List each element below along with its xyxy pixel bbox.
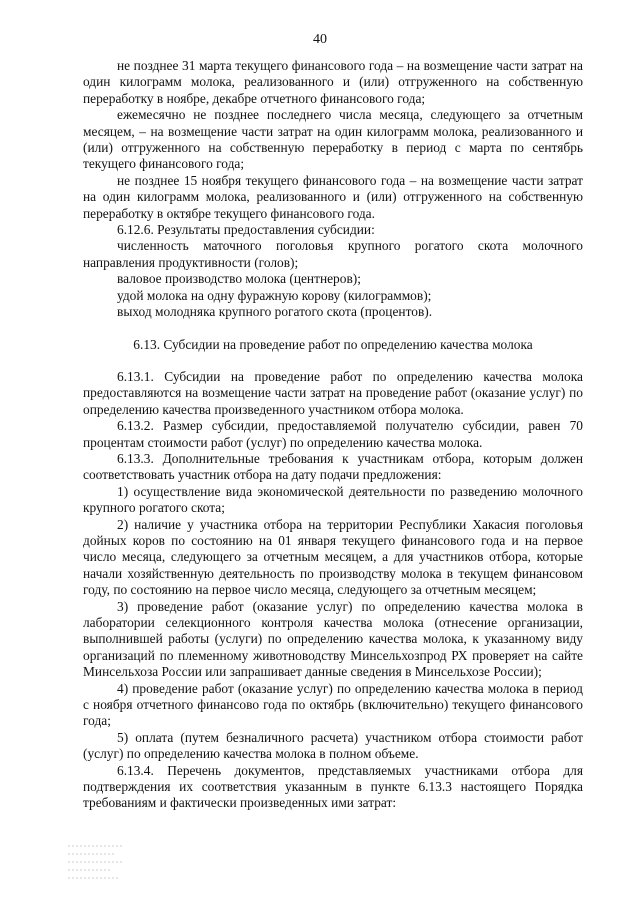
paragraph: 6.13.1. Субсидии на проведение работ по определению качества молока предоставляются на возмещение части затрат на проведение работ (оказание услуг) по определению качества произведенного участником отбора молока. xyxy=(83,368,583,417)
paragraph: 2) наличие у участника отбора на территории Республики Хакасия поголовья дойных коров по состоянию на 01 января текущего финансового года и на первое число месяца, следующего за отчетным месяцем, а для участников отбора, которые начали хозяйственную деятельность по производству молока в текущем финансовом году, по состоянию на первое число месяца, следующего за отчетным месяцем; xyxy=(83,516,583,598)
page-number: 40 xyxy=(313,32,327,47)
paragraph: 6.12.6. Результаты предоставления субсидии: xyxy=(117,222,375,238)
document-body xyxy=(83,58,583,812)
paragraph: валовое производство молока (центнеров); xyxy=(117,271,361,287)
paragraph: удой молока на одну фуражную корову (килограммов); xyxy=(117,287,432,303)
paragraph: ежемесячно не позднее последнего числа месяца, следующего за отчетным месяцем, – на возмещение части затрат на один килограмм молока, реализованного и (или) отгруженного на собственную переработку в период с марта по сентябрь текущего финансового года; xyxy=(83,107,583,172)
paragraph: 6.13.2. Размер субсидии, предоставляемой получателю субсидии, равен 70 процентам стоимости работ (услуг) по определению качества молока. xyxy=(83,418,583,450)
paragraph: 6.13.4. Перечень документов, представляемых участниками отбора для подтверждения их соответствия указанным в пункте 6.13.3 настоящего Порядка требованиям и фактически произведенных ими затрат: xyxy=(83,762,583,811)
section-heading: 6.13. Субсидии на проведение работ по определению качества молока xyxy=(133,336,533,352)
paragraph: не позднее 31 марта текущего финансового года – на возмещение части затрат на один килограмм молока, реализованного и (или) отгруженного на собственную переработку в ноябре, декабре отчетного финансового года; xyxy=(83,58,583,106)
paragraph: 1) осуществление вида экономической деятельности по разведению молочного крупного рогатого скота; xyxy=(83,483,583,516)
paragraph: 5) оплата (путем безналичного расчета) участником отбора стоимости работ (услуг) по определению качества молока в полном объеме. xyxy=(83,729,583,762)
paragraph: выход молодняка крупного рогатого скота (процентов). xyxy=(117,304,433,320)
paragraph: 4) проведение работ (оказание услуг) по определению качества молока в период с ноября отчетного финансово года по октябрь (включительно) текущего финансового года; xyxy=(83,680,583,729)
paragraph: не позднее 15 ноября текущего финансового года – на возмещение части затрат на один килограмм молока, реализованного и (или) отгруженного на собственную переработку в октябре текущего финансового года. xyxy=(83,172,583,221)
paragraph: численность маточного поголовья крупного рогатого скота молочного направления продуктивности (голов); xyxy=(83,238,583,270)
faded-stamp-mark xyxy=(66,842,126,882)
paragraph: 3) проведение работ (оказание услуг) по определению качества молока в лаборатории селекционного контроля качества молока (отнесение организации, выполнившей работы (услуги) по определению качества молока, к указанному виду организаций по племенному животноводству Минсельхозпрод РХ проверяет на сайте Минсельхоза России или запрашивает данные сведения в Минсельхозе России); xyxy=(83,598,583,680)
paragraph: 6.13.3. Дополнительные требования к участникам отбора, которым должен соответствовать участник отбора на дату подачи предложения: xyxy=(83,450,583,483)
